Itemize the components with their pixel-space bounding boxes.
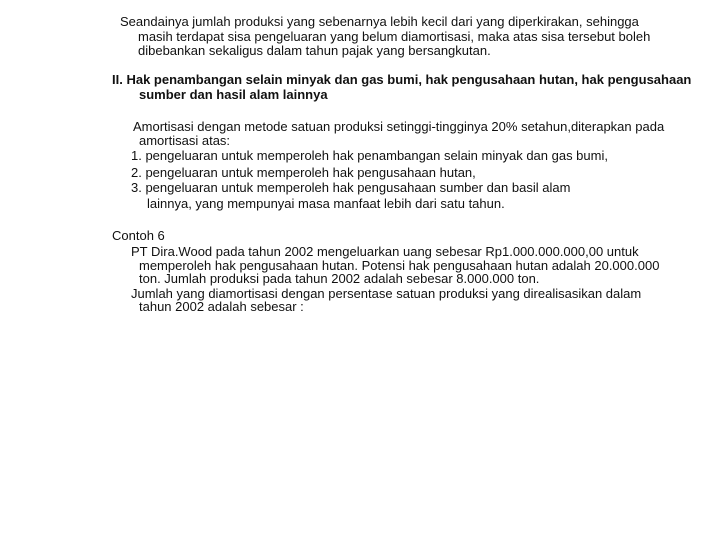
section-heading-line: sumber dan hasil alam lainnya	[139, 87, 328, 102]
list-item: 3. pengeluaran untuk memperoleh hak pengusahaan sumber dan basil alam	[131, 180, 571, 195]
list-item-continuation: lainnya, yang mempunyai masa manfaat lebih dari satu tahun.	[147, 196, 505, 211]
intro-line: masih terdapat sisa pengeluaran yang belum diamortisasi, maka atas sisa tersebut boleh	[138, 29, 651, 44]
example-title: Contoh 6	[112, 228, 165, 243]
example-line: Jumlah yang diamortisasi dengan persentase satuan produksi yang direalisasikan dalam	[131, 286, 642, 301]
example-line: ton. Jumlah produksi pada tahun 2002 adalah sebesar 8.000.000 ton.	[139, 271, 540, 286]
section-heading-line: II. Hak penambangan selain minyak dan gas bumi, hak pengusahaan hutan, hak pengusahaan	[112, 72, 692, 87]
list-item: 2. pengeluaran untuk memperoleh hak pengusahaan hutan,	[131, 165, 476, 180]
body-line: amortisasi atas:	[139, 133, 231, 148]
example-line: tahun 2002 adalah sebesar :	[139, 299, 304, 314]
list-item: 1. pengeluaran untuk memperoleh hak penambangan selain minyak dan gas bumi,	[131, 148, 608, 163]
example-line: memperoleh hak pengusahaan hutan. Potensi hak pengusahaan hutan adalah 20.000.000	[139, 258, 660, 273]
intro-line: Seandainya jumlah produksi yang sebenarnya lebih kecil dari yang diperkirakan, sehingga	[120, 14, 639, 29]
intro-line: dibebankan sekaligus dalam tahun pajak yang bersangkutan.	[138, 43, 491, 58]
body-line: Amortisasi dengan metode satuan produksi setinggi-tingginya 20% setahun,diterapkan pada	[133, 119, 665, 134]
example-line: PT Dira.Wood pada tahun 2002 mengeluarkan uang sebesar Rp1.000.000.000,00 untuk	[131, 244, 639, 259]
